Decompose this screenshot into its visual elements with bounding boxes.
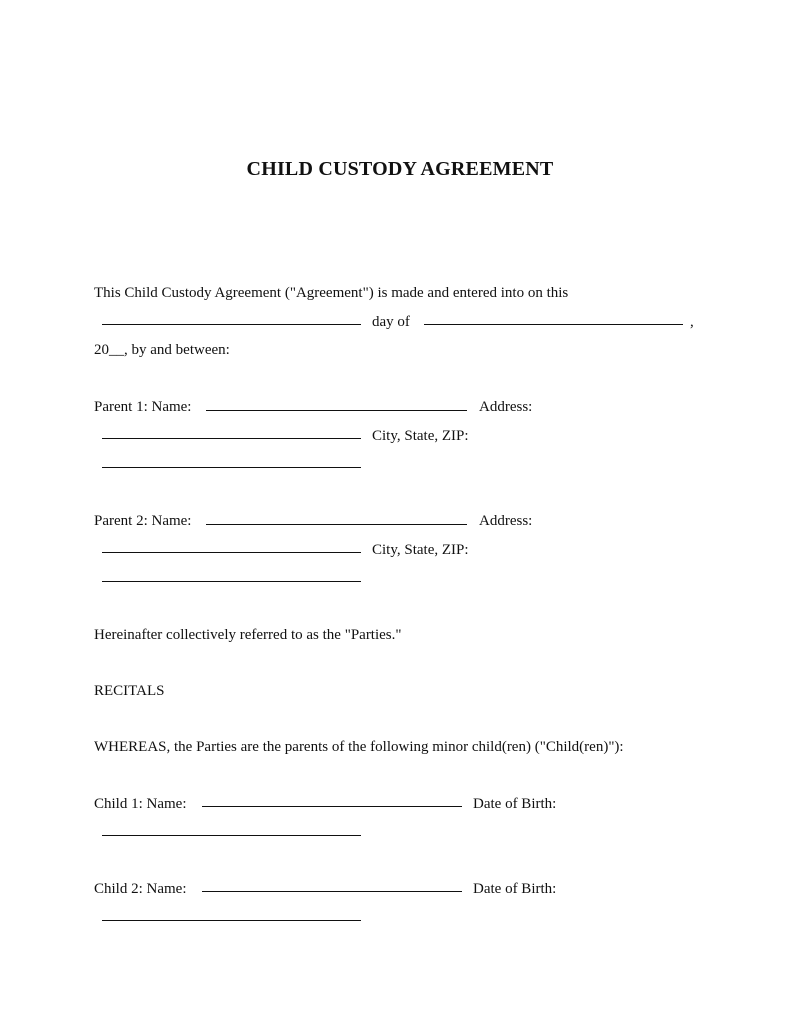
parent1-city-state-zip-label: City, State, ZIP: [372, 428, 469, 444]
day-field[interactable] [102, 324, 361, 325]
date-comma: , [690, 314, 694, 330]
child1-name-field[interactable] [202, 806, 462, 807]
child2-dob-label: Date of Birth: [473, 881, 557, 897]
parent1-name-field[interactable] [206, 410, 467, 411]
recitals-heading: RECITALS [94, 683, 165, 699]
parent1-name-label: Parent 1: Name: [94, 399, 192, 415]
parent1-address-label: Address: [479, 399, 533, 415]
parent1-city-state-zip-field[interactable] [102, 467, 361, 468]
child2-dob-field[interactable] [102, 920, 361, 921]
parent1-address-field[interactable] [102, 438, 361, 439]
day-of-label: day of [372, 314, 410, 330]
parent2-city-state-zip-label: City, State, ZIP: [372, 542, 469, 558]
intro-text: This Child Custody Agreement ("Agreement") is made and entered into on this [94, 285, 569, 301]
year-text: 20__, by and between: [94, 342, 230, 358]
child1-name-label: Child 1: Name: [94, 796, 187, 812]
parent2-address-label: Address: [479, 513, 533, 529]
hereinafter-text: Hereinafter collectively referred to as the "Parties." [94, 627, 402, 643]
child2-name-field[interactable] [202, 891, 462, 892]
month-field[interactable] [424, 324, 683, 325]
whereas-text: WHEREAS, the Parties are the parents of the following minor child(ren) ("Child(ren)"): [94, 739, 624, 755]
parent2-name-label: Parent 2: Name: [94, 513, 192, 529]
child1-dob-label: Date of Birth: [473, 796, 557, 812]
parent2-city-state-zip-field[interactable] [102, 581, 361, 582]
document-title: CHILD CUSTODY AGREEMENT [246, 158, 554, 180]
child1-dob-field[interactable] [102, 835, 361, 836]
parent2-name-field[interactable] [206, 524, 467, 525]
parent2-address-field[interactable] [102, 552, 361, 553]
child2-name-label: Child 2: Name: [94, 881, 187, 897]
